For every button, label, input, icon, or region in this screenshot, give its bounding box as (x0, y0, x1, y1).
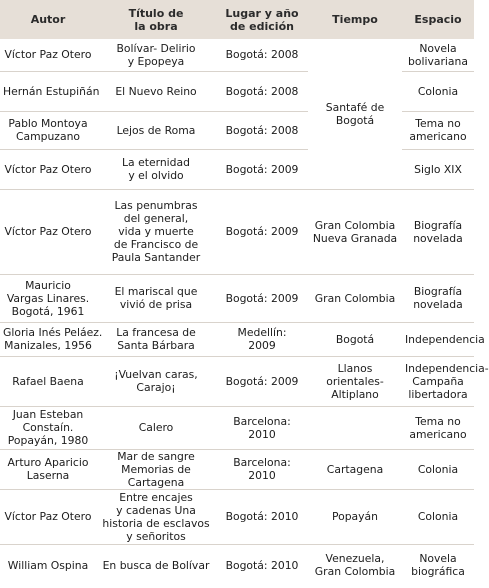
cell-line: Santa Bárbara (117, 339, 195, 352)
cell-espacio (402, 39, 474, 71)
table-row (0, 274, 474, 322)
cell-line: Tema no (415, 414, 461, 428)
cell-autor (0, 322, 103, 356)
cell-espacio (402, 356, 489, 406)
cell-line: Rafael Baena (12, 374, 84, 388)
cell-autor (0, 39, 96, 71)
cell-tiempo (308, 544, 402, 586)
cell-titulo (96, 449, 216, 489)
cell-line: Gloria Inés Peláez. (3, 326, 103, 339)
cell-line: Víctor Paz Otero (4, 162, 92, 176)
cell-line: Bogotá: 2008 (225, 84, 299, 98)
cell-line: Tema no (415, 117, 461, 130)
cell-tiempo (308, 189, 402, 274)
cell-line: Entre encajes (119, 490, 193, 504)
cell-line: Cartagena (326, 462, 384, 476)
cell-line: 2009 (248, 339, 276, 352)
cell-line: Gran Colombia (314, 218, 396, 232)
cell-line: Gran Colombia (314, 291, 396, 305)
cell-line: Juan Esteban (12, 408, 84, 421)
cell-espacio (402, 111, 474, 149)
cell-line: El Nuevo Reino (115, 84, 197, 98)
cell-line: Víctor Paz Otero (4, 225, 92, 238)
cell-line: Bogotá (335, 113, 375, 127)
cell-line: Novela (419, 552, 457, 566)
cell-line: Autor (30, 13, 66, 26)
cell-line: Calero (138, 421, 174, 434)
cell-autor (0, 406, 96, 449)
table-row (0, 189, 474, 274)
cell-line: americano (409, 427, 467, 441)
cell-line: Venezuela, (325, 552, 385, 566)
cell-line: Bogotá: 2009 (225, 291, 299, 305)
cell-line: Independencia (405, 332, 485, 346)
cell-line: Bogotá: 2009 (225, 374, 299, 388)
cell-titulo (96, 406, 216, 449)
cell-autor (0, 149, 96, 189)
table-row (0, 356, 474, 406)
cell-line: Nueva Granada (312, 231, 398, 245)
cell-espacio (402, 71, 474, 111)
cell-line: Hernán Estupiñán (3, 84, 100, 98)
cell-line: 2010 (248, 469, 276, 482)
cell-line: Bolívar- Delirio (116, 41, 196, 55)
cell-line: biográfica (411, 565, 465, 579)
cell-line: Memorias de (121, 462, 191, 476)
cell-tiempo (308, 274, 402, 322)
cell-line: vivió de prisa (119, 298, 193, 311)
table-row (0, 322, 474, 356)
cell-line: del general, (123, 212, 189, 225)
cell-line: Barcelona: (233, 456, 291, 469)
cell-line: Bogotá, 1961 (11, 304, 85, 318)
cell-espacio (402, 322, 485, 356)
cell-espacio (402, 189, 474, 274)
cell-line: Colonia (417, 84, 459, 98)
cell-line: En busca de Bolívar (102, 558, 210, 572)
table-row (0, 489, 474, 544)
cell-line: William Ospina (7, 558, 89, 572)
cell-line: y cadenas Una (116, 503, 196, 517)
cell-autor (0, 544, 96, 586)
cell-line: novelada (413, 231, 463, 245)
cell-espacio (402, 449, 474, 489)
cell-line: libertadora (408, 387, 468, 401)
cell-tiempo (308, 39, 402, 189)
cell-line: historia de esclavos (102, 516, 210, 530)
cell-line: Barcelona: (233, 414, 291, 428)
cell-line: novelada (413, 298, 463, 311)
cell-lugar (216, 149, 308, 189)
cell-tiempo (308, 322, 402, 356)
cell-line: Popayán (331, 510, 379, 523)
cell-autor (0, 111, 96, 149)
cell-lugar (216, 274, 308, 322)
cell-line: Mauricio (25, 278, 71, 292)
header-lugar (216, 0, 308, 39)
cell-titulo (96, 39, 216, 71)
cell-line: Laserna (26, 469, 70, 482)
cell-line: de edición (230, 19, 294, 33)
cell-line: bolivariana (408, 54, 468, 68)
cell-tiempo (308, 356, 402, 406)
cell-line: ¡Vuelvan caras, (114, 368, 198, 381)
cell-line: orientales- (326, 374, 384, 388)
cell-line: La eternidad (122, 156, 190, 169)
cell-line: Espacio (414, 13, 462, 26)
cell-tiempo (308, 449, 402, 489)
cell-lugar (216, 39, 308, 71)
table-row (0, 39, 474, 71)
cell-line: Paula Santander (111, 251, 201, 264)
cell-titulo (96, 274, 216, 322)
cell-line: Campaña (412, 374, 464, 388)
cell-line: Lejos de Roma (116, 123, 196, 137)
cell-line: Bogotá: 2009 (225, 225, 299, 238)
cell-titulo (96, 322, 216, 356)
cell-line: y señoritos (126, 529, 186, 543)
cell-lugar (216, 544, 308, 586)
table-row (0, 71, 474, 111)
cell-line: Bogotá: 2010 (225, 510, 299, 523)
cell-lugar (216, 489, 308, 544)
cell-line: de Francisco de (113, 238, 199, 251)
cell-line: Popayán, 1980 (7, 434, 89, 447)
cell-line: Medellín: (237, 326, 287, 339)
cell-titulo (96, 189, 216, 274)
cell-line: Altiplano (331, 387, 379, 401)
cell-line: Colonia (417, 510, 459, 523)
cell-line: Bogotá: 2009 (225, 162, 299, 176)
cell-line: Bogotá (335, 332, 375, 346)
cell-line: Manizales, 1956 (4, 339, 92, 352)
cell-espacio (402, 544, 474, 586)
cell-line: Vargas Linares. (6, 291, 90, 305)
cell-line: Título de (128, 6, 184, 20)
cell-titulo (96, 149, 216, 189)
cell-line: Pablo Montoya (8, 117, 88, 130)
cell-espacio (402, 406, 474, 449)
cell-autor (0, 274, 96, 322)
cell-line: Víctor Paz Otero (4, 48, 92, 62)
cell-line: Gran Colombia (314, 565, 396, 579)
cell-line: Constaín. (22, 421, 74, 434)
cell-autor (0, 489, 96, 544)
cell-autor (0, 71, 100, 111)
cell-autor (0, 189, 96, 274)
cell-espacio (402, 489, 474, 544)
header-espacio (402, 0, 474, 39)
cell-tiempo (308, 406, 402, 449)
header-autor (0, 0, 96, 39)
cell-line: Arturo Aparicio (7, 456, 89, 469)
cell-lugar (216, 111, 308, 149)
header-tiempo (308, 0, 402, 39)
cell-titulo (96, 71, 216, 111)
cell-line: Víctor Paz Otero (4, 510, 92, 523)
cell-titulo (96, 356, 216, 406)
cell-line: Carajo¡ (136, 381, 176, 394)
cell-line: Novela (419, 41, 457, 55)
table-row (0, 111, 474, 149)
cell-line: Bogotá: 2010 (225, 558, 299, 572)
cell-line: vida y muerte (118, 225, 194, 238)
cell-line: Siglo XIX (414, 162, 462, 176)
cell-autor (0, 356, 96, 406)
cell-titulo (96, 489, 216, 544)
cell-line: la obra (134, 19, 178, 33)
cell-line: Biografía (413, 218, 463, 232)
cell-line: 2010 (248, 427, 276, 441)
cell-line: Bogotá: 2008 (225, 123, 299, 137)
table-row (0, 149, 474, 189)
cell-line: Santafé de (325, 100, 385, 114)
cell-lugar (216, 449, 308, 489)
cell-titulo (96, 544, 216, 586)
header-row (0, 0, 474, 39)
cell-lugar (216, 322, 308, 356)
table-header (0, 0, 474, 39)
cell-lugar (216, 71, 308, 111)
cell-lugar (216, 189, 308, 274)
cell-line: El mariscal que (114, 285, 198, 298)
table-row (0, 544, 474, 586)
cell-line: y el olvido (128, 169, 184, 182)
cell-line: americano (409, 130, 467, 143)
cell-line: Cartagena (127, 475, 185, 489)
table-row (0, 406, 474, 449)
cell-line: Lugar y año (225, 6, 299, 20)
cell-line: y Epopeya (127, 54, 185, 68)
cell-line: Mar de sangre (117, 449, 195, 463)
cell-tiempo (308, 489, 402, 544)
cell-espacio (402, 149, 474, 189)
cell-line: Bogotá: 2008 (225, 48, 299, 62)
cell-line: La francesa de (116, 326, 196, 339)
cell-espacio (402, 274, 474, 322)
cell-line: Independencia- (405, 361, 489, 375)
cell-titulo (96, 111, 216, 149)
header-titulo (96, 0, 216, 39)
cell-line: Campuzano (15, 130, 81, 143)
cell-line: Tiempo (332, 13, 378, 26)
cell-lugar (216, 356, 308, 406)
table-body (0, 39, 489, 586)
cell-autor (0, 449, 96, 489)
cell-line: Llanos (337, 361, 373, 375)
cell-lugar (216, 406, 308, 449)
cell-line: Colonia (417, 462, 459, 476)
table-row (0, 449, 474, 489)
cell-line: Biografía (413, 285, 463, 298)
cell-line: Las penumbras (114, 199, 198, 212)
